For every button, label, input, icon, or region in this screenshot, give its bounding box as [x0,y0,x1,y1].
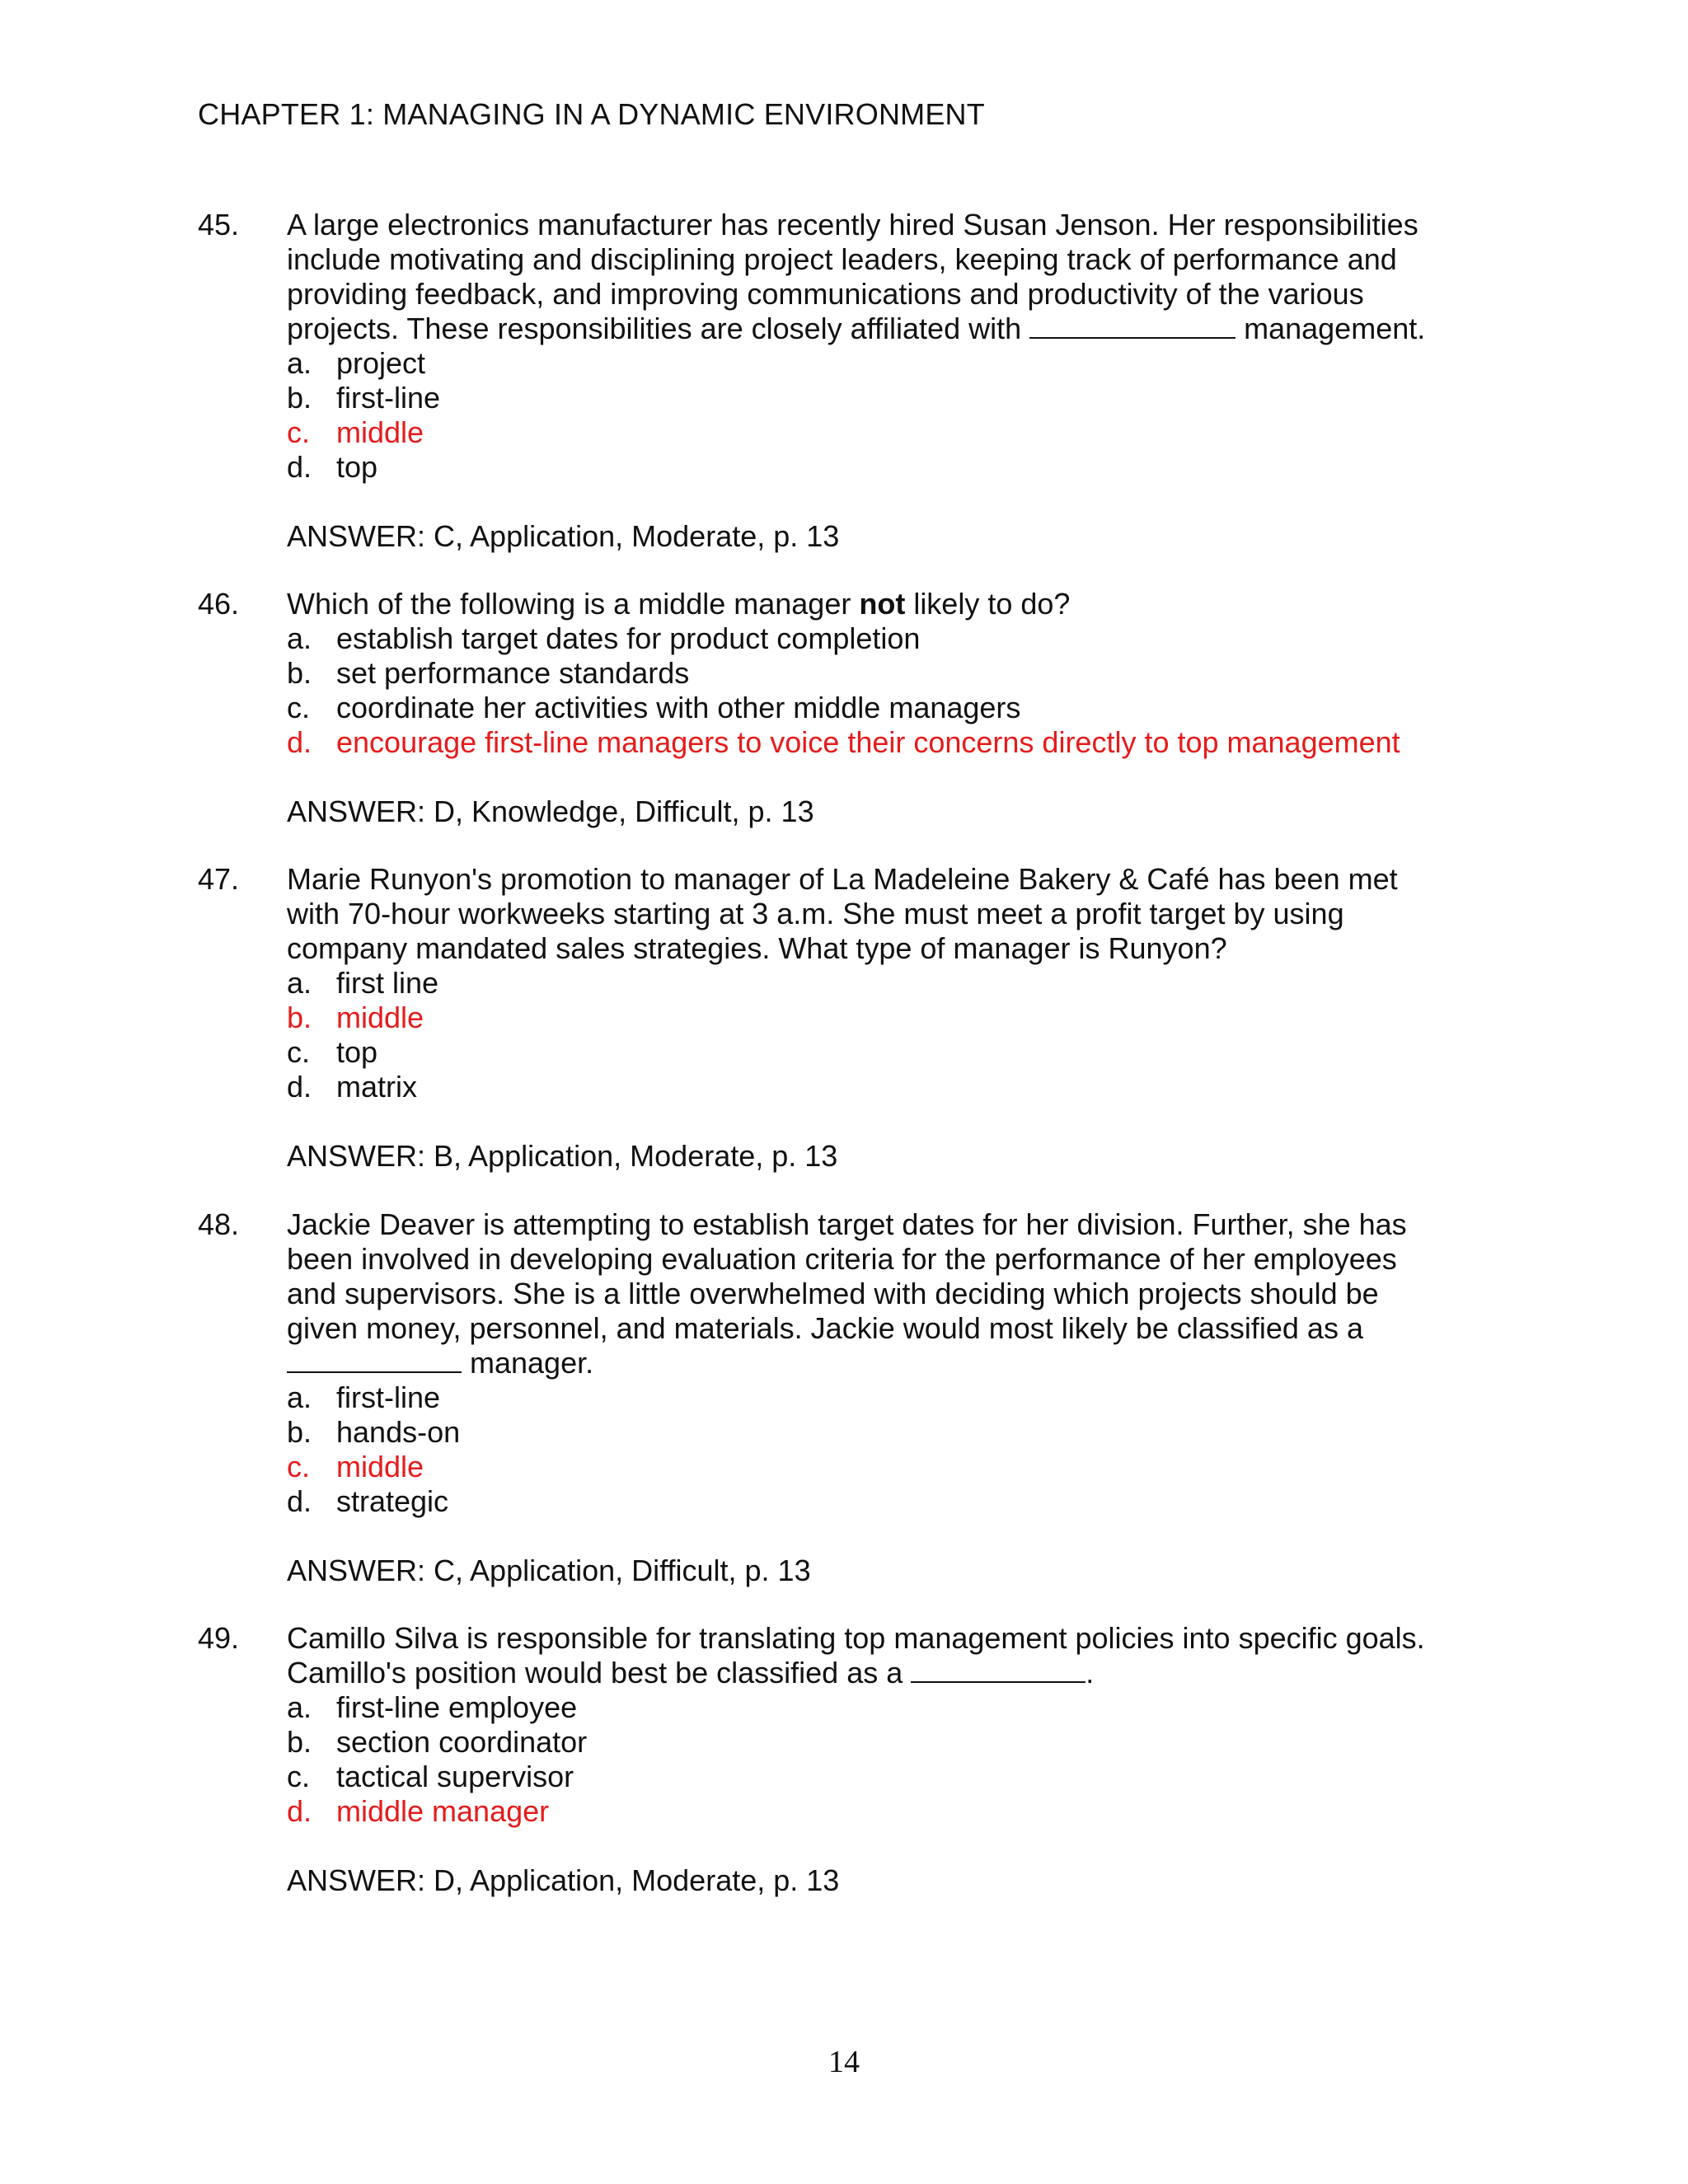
choice-b: b. first-line [287,381,441,415]
choice-a: a. first line [287,966,439,1000]
choice-a: a. first-line [287,1380,441,1414]
choice-a: a. project [287,346,426,380]
choice-b: b. hands-on [287,1415,461,1449]
stem-line: Jackie Deaver is attempting to establish target dates for her division. Further, she has [287,1207,1407,1241]
question-stem [287,1207,1484,1380]
choice-c: c. top [287,1035,378,1069]
question-47 [198,862,1484,1174]
answer-blank [1029,312,1236,339]
stem-text: projects. These responsibilities are closely affiliated with [287,312,1030,345]
question-stem [287,862,1484,966]
stem-line [287,1656,1484,1690]
stem-line: Marie Runyon's promotion to manager of La Madeleine Bakery & Café has been met [287,862,1398,896]
question-stem [287,1621,1484,1690]
stem-line [287,1346,1484,1380]
question-49 [198,1621,1484,1898]
question-number: 49. [198,1621,240,1655]
choice-d-correct: d. middle manager [287,1794,550,1828]
stem-text: Camillo's position would best be classified as a [287,1656,912,1690]
stem-line: company mandated sales strategies. What type of manager is Runyon? [287,931,1227,965]
stem-line: and supervisors. She is a little overwhelmed with deciding which projects should be [287,1277,1379,1310]
stem-line: A large electronics manufacturer has recently hired Susan Jenson. Her responsibilities [287,208,1418,241]
question-number: 47. [198,862,240,896]
page-number: 14 [828,2045,860,2079]
question-number: 46. [198,587,240,621]
stem-text: manager. [462,1346,594,1380]
stem-text: . [1085,1656,1095,1690]
answer-key: ANSWER: D, Application, Moderate, p. 13 [287,1863,840,1897]
emphasis: not [859,587,906,621]
question-46 [198,587,1484,829]
answer-key: ANSWER: C, Application, Difficult, p. 13 [287,1554,811,1587]
answer-blank [287,1347,462,1373]
choice-d: d. top [287,450,378,484]
choice-d: d. strategic [287,1484,449,1518]
answer-blank [911,1657,1085,1683]
question-stem [287,208,1484,346]
question-number: 48. [198,1207,240,1241]
stem-line: given money, personnel, and materials. Jackie would most likely be classified as a [287,1311,1363,1345]
stem-line: Camillo Silva is responsible for translating top management policies into specific goals. [287,1621,1425,1655]
stem-line: with 70-hour workweeks starting at 3 a.m. She must meet a profit target by using [287,897,1344,930]
choice-a: a. establish target dates for product completion [287,621,921,655]
question-number: 45. [198,208,240,241]
choice-c: c. coordinate her activities with other middle managers [287,691,1021,724]
chapter-header: CHAPTER 1: MANAGING IN A DYNAMIC ENVIRONMENT [198,97,985,131]
stem-line: providing feedback, and improving communications and productivity of the various [287,277,1364,311]
choice-b-correct: b. middle [287,1001,424,1034]
choice-d: d. matrix [287,1070,417,1104]
choice-d-correct: d. encourage first-line managers to voice their concerns directly to top management [287,725,1400,759]
question-45 [198,208,1484,554]
choice-c-correct: c. middle [287,415,424,449]
answer-key: ANSWER: B, Application, Moderate, p. 13 [287,1139,838,1173]
question-48 [198,1207,1484,1588]
answer-key: ANSWER: C, Application, Moderate, p. 13 [287,519,840,553]
answer-key: ANSWER: D, Knowledge, Difficult, p. 13 [287,794,814,828]
stem-line [287,312,1484,346]
choice-a: a. first-line employee [287,1690,578,1724]
stem-line: include motivating and disciplining project leaders, keeping track of performance and [287,242,1397,276]
choice-b: b. section coordinator [287,1725,588,1759]
choice-b: b. set performance standards [287,656,690,690]
choice-c-correct: c. middle [287,1450,424,1483]
stem-line: been involved in developing evaluation criteria for the performance of her employees [287,1242,1397,1276]
stem-text: management. [1236,312,1426,345]
choice-c: c. tactical supervisor [287,1760,574,1793]
question-stem: Which of the following is a middle manager not likely to do? [287,587,1071,621]
